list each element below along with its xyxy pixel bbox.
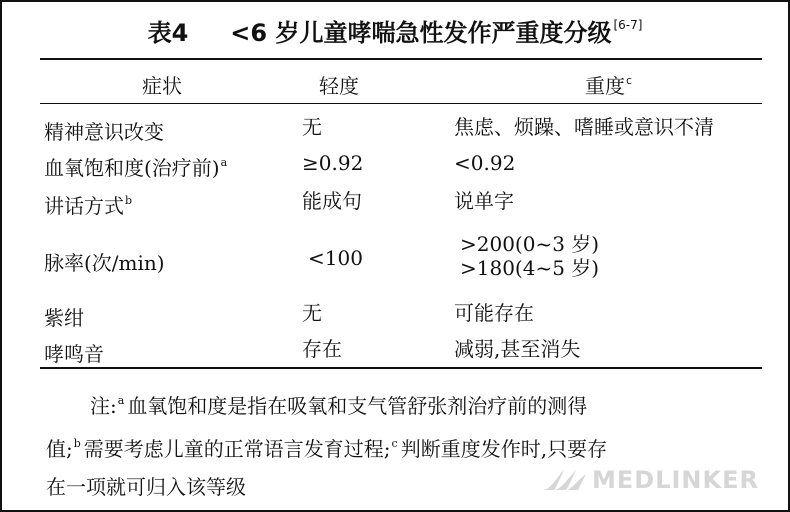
footnote-line: 在一项就可归入该等级 bbox=[46, 475, 246, 499]
row-mild: <100 bbox=[308, 246, 363, 270]
header-symptom: 症状 bbox=[142, 74, 182, 98]
table-title: <6 岁儿童哮喘急性发作严重度分级 bbox=[230, 19, 612, 47]
row-severe: 焦虑、烦躁、嗜睡或意识不清 bbox=[454, 115, 714, 139]
row-severe: 说单字 bbox=[454, 189, 514, 213]
footnote-mark-b: b bbox=[125, 194, 133, 207]
table-caption bbox=[2, 8, 788, 50]
table-bottom-rule bbox=[40, 367, 762, 369]
row-mild: ≥0.92 bbox=[302, 151, 364, 175]
header-severe-mark: c bbox=[626, 74, 633, 87]
medlinker-logo-icon bbox=[542, 464, 588, 494]
row-symptom: 脉率(次/min) bbox=[44, 251, 165, 275]
row-severe: <0.92 bbox=[454, 151, 516, 175]
severe-line: >200(0~3 岁) bbox=[460, 232, 600, 256]
row-mild: 无 bbox=[302, 301, 322, 325]
footnote-mark-a: a bbox=[220, 156, 228, 169]
row-severe bbox=[460, 232, 599, 280]
row-mild: 无 bbox=[302, 115, 322, 139]
watermark-text: MEDLINKER bbox=[592, 466, 759, 494]
row-severe: 可能存在 bbox=[454, 301, 534, 325]
table-top-rule bbox=[40, 58, 762, 60]
header-severe: 重度$^c$ bbox=[585, 74, 633, 98]
row-symptom: 哮鸣音 bbox=[44, 342, 104, 366]
severe-line: >180(4~5 岁) bbox=[460, 256, 600, 280]
table-header-rule bbox=[40, 103, 762, 104]
row-mild: 存在 bbox=[302, 337, 342, 361]
row-symptom: 精神意识改变 bbox=[44, 120, 164, 144]
footnote-line: 注:$^a$ 血氧饱和度是指在吸氧和支气管舒张剂治疗前的测得 bbox=[90, 394, 588, 418]
table-number: 表4 bbox=[147, 19, 189, 47]
footnote-line: 值;$^b$ 需要考虑儿童的正常语言发育过程;$^c$ 判断重度发作时,只要存 bbox=[46, 437, 608, 461]
header-mild: 轻度 bbox=[319, 74, 359, 98]
watermark bbox=[542, 464, 759, 494]
row-symptom: 紫绀 bbox=[44, 306, 84, 330]
row-symptom: 讲话方式$^b$ bbox=[44, 194, 133, 218]
row-severe: 减弱,甚至消失 bbox=[454, 337, 581, 361]
row-mild: 能成句 bbox=[302, 189, 362, 213]
table-reference: [6-7] bbox=[613, 18, 643, 32]
row-symptom: 血氧饱和度(治疗前)$^a$ bbox=[44, 156, 228, 180]
